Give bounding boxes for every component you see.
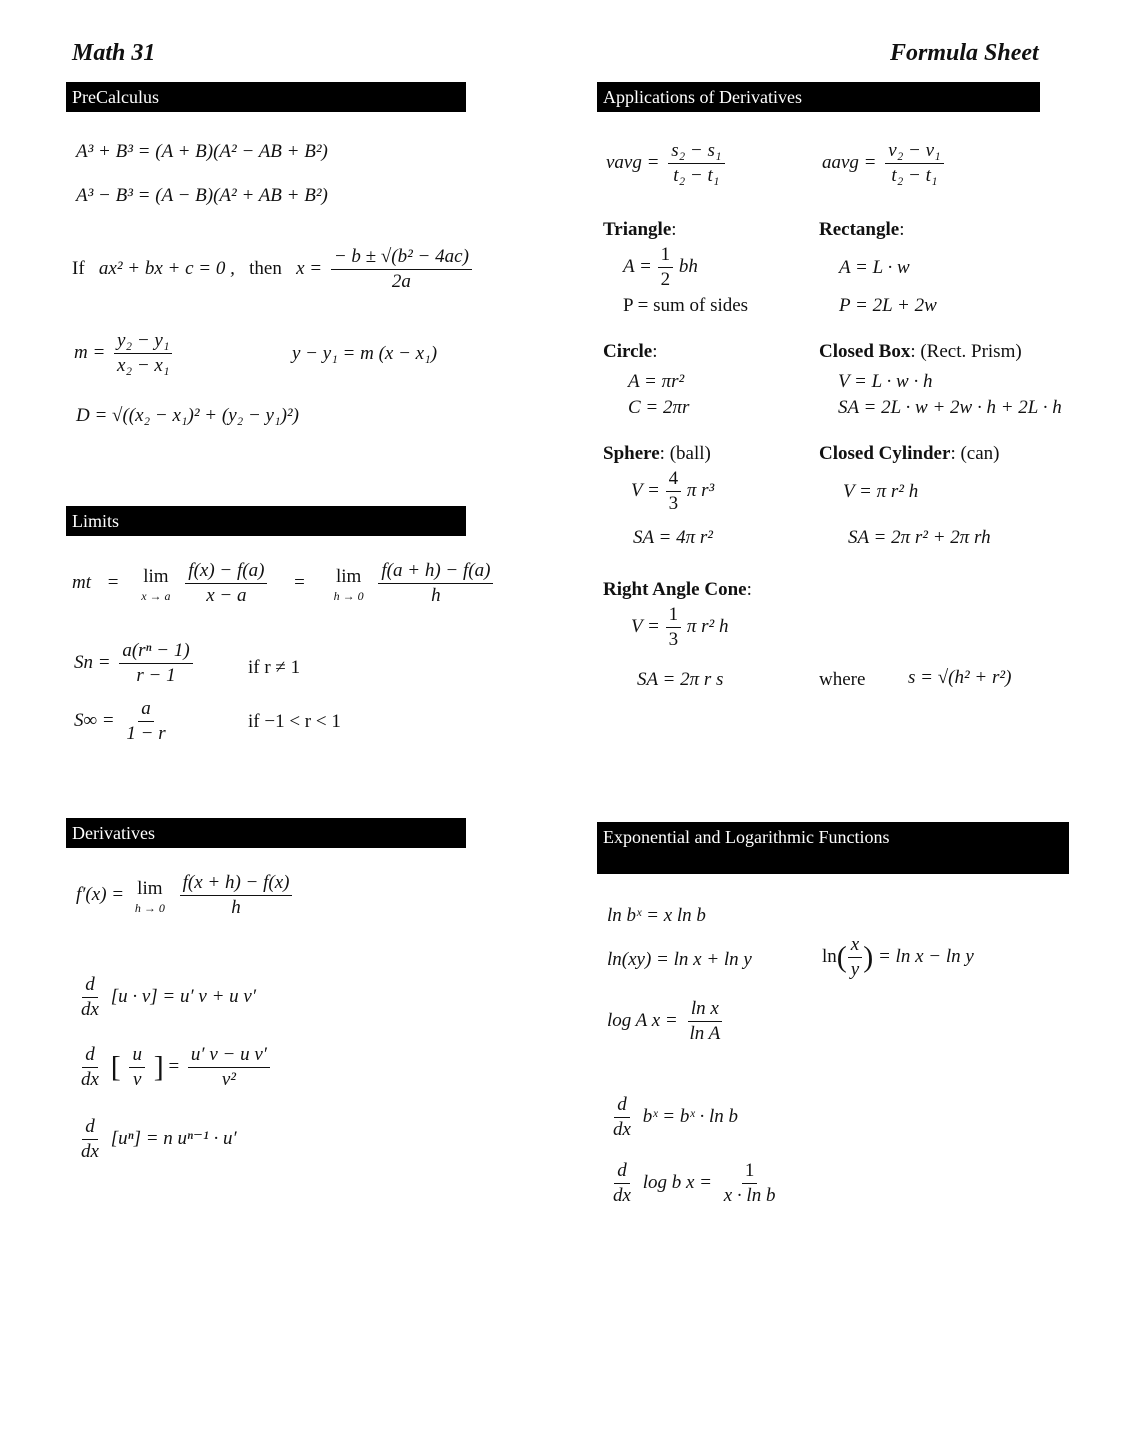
header-left-title: Math 31 bbox=[72, 40, 156, 66]
derivative-exponential bbox=[606, 1094, 738, 1141]
quad-fraction bbox=[331, 246, 472, 293]
log-quot-x: x bbox=[848, 934, 862, 958]
sn-condition: if r ≠ 1 bbox=[248, 657, 301, 678]
cone-label: Right Angle Cone bbox=[603, 579, 747, 600]
quotient-u: u bbox=[129, 1044, 145, 1068]
sphere-label: Sphere bbox=[603, 443, 660, 464]
power-d: d bbox=[82, 1116, 98, 1140]
log-quotient-rule: ln( $\frac{x}{y}$ ) = ln x − ln y bbox=[822, 934, 974, 980]
formula-sum-of-cubes: A³ + B³ = (A + B)(A² − AB + B²) bbox=[76, 141, 328, 162]
box-surface-area: SA = 2L · w + 2w · h + 2L · h bbox=[838, 397, 1062, 418]
change-lhs: log A x = bbox=[607, 1009, 678, 1031]
deriv-def-fraction bbox=[180, 872, 293, 919]
deriv-limit bbox=[135, 877, 165, 915]
sph-vol-rhs: π r³ bbox=[686, 479, 715, 501]
cylinder-note: : (can) bbox=[950, 443, 1000, 464]
sph-frac-den: 3 bbox=[668, 493, 679, 514]
section-precalculus: PreCalculus bbox=[66, 82, 466, 112]
exp-deriv-rhs: bˣ = bˣ · ln b bbox=[642, 1105, 739, 1127]
quotient-num: u′ v − u v′ bbox=[188, 1044, 270, 1068]
log-deriv-den: x · ln b bbox=[723, 1185, 776, 1206]
closed-box-label: Closed Box bbox=[819, 341, 911, 362]
sph-vol-lhs: V = bbox=[631, 479, 660, 501]
log-change-of-base bbox=[607, 998, 727, 1045]
lim-sub-1: x → a bbox=[141, 588, 171, 603]
power-rule-rhs: [uⁿ] = n uⁿ⁻¹ · u′ bbox=[110, 1127, 237, 1149]
sinf-numerator: a bbox=[138, 698, 154, 722]
log-deriv-num: 1 bbox=[742, 1160, 758, 1184]
cone-where: where bbox=[819, 669, 866, 690]
log-quot-rhs: = ln x − ln y bbox=[877, 945, 974, 967]
quad-x-lhs: x = bbox=[296, 257, 323, 279]
sph-frac-num: 4 bbox=[666, 468, 682, 492]
formula-product-rule bbox=[74, 974, 256, 1021]
cone-frac bbox=[666, 604, 682, 651]
formula-point-slope: y − y₁ = m (x − x₁) bbox=[292, 343, 438, 364]
triangle-perimeter: P = sum of sides bbox=[623, 295, 749, 316]
derivative-logarithm bbox=[606, 1160, 782, 1207]
formula-derivative-definition bbox=[76, 872, 296, 919]
triangle-area bbox=[623, 244, 698, 291]
formula-infinite-sum bbox=[74, 698, 173, 745]
section-derivatives: Derivatives bbox=[66, 818, 466, 848]
formula-geometric-sum bbox=[74, 640, 197, 687]
closed-box-heading bbox=[819, 340, 1022, 364]
cone-volume bbox=[631, 604, 728, 651]
quad-numerator: − b ± √(b² − 4ac) bbox=[331, 246, 472, 270]
log-d: d bbox=[614, 1160, 630, 1184]
header-right-title: Formula Sheet bbox=[890, 40, 1039, 66]
cone-slant-height: s = √(h² + r²) bbox=[908, 667, 1012, 688]
sn-denominator: r − 1 bbox=[136, 665, 176, 686]
formula-average-acceleration bbox=[822, 140, 948, 187]
triangle-label: Triangle bbox=[603, 219, 672, 240]
log-ddx bbox=[610, 1160, 634, 1207]
limit-fraction-2 bbox=[378, 560, 493, 607]
tri-half bbox=[658, 244, 674, 291]
section-limits: Limits bbox=[66, 506, 466, 536]
cylinder-surface-area: SA = 2π r² + 2π rh bbox=[848, 527, 991, 548]
sinf-condition: if −1 < r < 1 bbox=[248, 711, 341, 732]
cone-surface-area: SA = 2π r s bbox=[637, 669, 724, 690]
aavg-fraction bbox=[885, 140, 943, 187]
equals-1: = bbox=[107, 571, 119, 593]
quotient-dx: dx bbox=[81, 1069, 99, 1090]
limit-fraction-2-den: h bbox=[431, 585, 441, 606]
cone-frac-den: 3 bbox=[668, 629, 679, 650]
sinf-fraction bbox=[123, 698, 168, 745]
quad-equation: ax² + bx + c = 0 , bbox=[98, 257, 235, 279]
product-ddx bbox=[78, 974, 102, 1021]
circle-area: A = πr² bbox=[628, 371, 685, 392]
slope-numerator: y₂ − y₁ bbox=[114, 330, 172, 354]
quotient-ddx bbox=[78, 1044, 102, 1091]
exp-d: d bbox=[614, 1094, 630, 1118]
aavg-num: v₂ − v₁ bbox=[885, 140, 943, 164]
limit-fraction-1 bbox=[185, 560, 267, 607]
sphere-heading bbox=[603, 442, 711, 466]
circle-heading: Circle: bbox=[603, 341, 658, 362]
limit-fraction-1-num: f(x) − f(a) bbox=[185, 560, 267, 584]
deriv-def-lhs: f′(x) = bbox=[76, 883, 125, 905]
section-applications: Applications of Derivatives bbox=[597, 82, 1040, 112]
cone-frac-num: 1 bbox=[666, 604, 682, 628]
change-num: ln x bbox=[688, 998, 722, 1022]
formula-power-rule bbox=[74, 1116, 237, 1163]
quad-if-text: If bbox=[72, 257, 85, 279]
sn-numerator: a(rⁿ − 1) bbox=[119, 640, 192, 664]
vavg-den: t₂ − t₁ bbox=[673, 165, 720, 186]
sinf-denominator: 1 − r bbox=[126, 723, 166, 744]
cone-heading: Right Angle Cone: bbox=[603, 579, 752, 600]
product-dx: dx bbox=[81, 999, 99, 1020]
triangle-heading: Triangle: bbox=[603, 219, 677, 240]
sphere-note: : (ball) bbox=[659, 443, 711, 464]
exp-dx: dx bbox=[613, 1119, 631, 1140]
rectangle-heading: Rectangle: bbox=[819, 219, 905, 240]
vavg-lhs: vavg = bbox=[606, 151, 660, 173]
log-quot-y: y bbox=[850, 959, 860, 980]
tri-area-lhs: A = bbox=[623, 255, 652, 277]
quotient-den: v² bbox=[221, 1069, 236, 1090]
rectangle-area: A = L · w bbox=[839, 257, 910, 278]
product-rule-rhs: [u · v] = u′ v + u v′ bbox=[110, 985, 256, 1007]
log-quot-fraction bbox=[848, 934, 862, 981]
limit-h-to-0 bbox=[334, 565, 364, 603]
lim-text-2: lim bbox=[335, 565, 362, 587]
log-deriv-lhs: log b x = bbox=[642, 1171, 712, 1193]
tri-area-rhs: bh bbox=[678, 255, 698, 277]
log-power-rule: ln bˣ = x ln b bbox=[607, 905, 706, 926]
sphere-volume bbox=[631, 468, 714, 515]
quad-then-text: then bbox=[249, 257, 282, 279]
tri-half-num: 1 bbox=[658, 244, 674, 268]
formula-quadratic bbox=[72, 246, 476, 293]
quotient-d: d bbox=[82, 1044, 98, 1068]
formula-distance: D = √((x₂ − x₁)² + (y₂ − y₁)²) bbox=[76, 405, 299, 426]
aavg-lhs: aavg = bbox=[822, 151, 877, 173]
limit-fraction-1-den: x − a bbox=[206, 585, 247, 606]
sn-fraction bbox=[119, 640, 192, 687]
log-deriv-fraction bbox=[721, 1160, 779, 1207]
circle-circumference: C = 2πr bbox=[628, 397, 690, 418]
cone-vol-rhs: π r² h bbox=[686, 615, 729, 637]
deriv-def-num: f(x + h) − f(x) bbox=[180, 872, 293, 896]
log-product-rule: ln(xy) = ln x + ln y bbox=[607, 949, 752, 970]
aavg-den: t₂ − t₁ bbox=[891, 165, 938, 186]
section-explog: Exponential and Logarithmic Functions bbox=[597, 822, 1069, 874]
formula-tangent-slope bbox=[72, 560, 497, 607]
formula-average-velocity bbox=[606, 140, 729, 187]
vavg-fraction bbox=[668, 140, 724, 187]
tri-half-den: 2 bbox=[660, 269, 671, 290]
rectangle-perimeter: P = 2L + 2w bbox=[839, 295, 937, 316]
quotient-result bbox=[188, 1044, 270, 1091]
lim-text-1: lim bbox=[143, 565, 169, 587]
formula-slope bbox=[74, 330, 176, 377]
deriv-lim-text: lim bbox=[137, 877, 163, 899]
mt-symbol: mt bbox=[72, 571, 91, 593]
change-den: ln A bbox=[689, 1023, 721, 1044]
circle-label: Circle bbox=[603, 341, 653, 362]
closed-box-note: : (Rect. Prism) bbox=[910, 341, 1022, 362]
cylinder-label: Closed Cylinder bbox=[819, 443, 951, 464]
slope-denominator: x₂ − x₁ bbox=[117, 355, 170, 376]
sn-lhs: Sn = bbox=[74, 651, 111, 673]
log-dx: dx bbox=[613, 1185, 631, 1206]
quad-denominator: 2a bbox=[391, 271, 411, 292]
sinf-lhs: S∞ = bbox=[74, 709, 115, 731]
limit-x-to-a bbox=[141, 565, 170, 603]
product-d: d bbox=[82, 974, 98, 998]
rectangle-label: Rectangle bbox=[819, 219, 900, 240]
formula-difference-of-cubes: A³ − B³ = (A − B)(A² + AB + B²) bbox=[76, 185, 328, 206]
deriv-lim-sub: h → 0 bbox=[134, 900, 165, 915]
slope-lhs: m = bbox=[74, 341, 106, 363]
change-fraction bbox=[686, 998, 723, 1045]
cylinder-heading bbox=[819, 442, 1000, 466]
lim-sub-2: h → 0 bbox=[333, 588, 364, 603]
cylinder-volume: V = π r² h bbox=[843, 481, 919, 502]
exp-ddx bbox=[610, 1094, 634, 1141]
slope-fraction bbox=[114, 330, 172, 377]
power-dx: dx bbox=[81, 1141, 99, 1162]
sphere-surface-area: SA = 4π r² bbox=[633, 527, 713, 548]
limit-fraction-2-num: f(a + h) − f(a) bbox=[378, 560, 493, 584]
formula-quotient-rule: $\frac{d}{dx}$ [ $\frac{u}{v}$ ] = $\frac{\text{u′ v − u v′}}{\text{v²}}$ bbox=[74, 1044, 274, 1091]
deriv-def-den: h bbox=[231, 897, 241, 918]
quotient-u-over-v bbox=[129, 1044, 145, 1091]
vavg-num: s₂ − s₁ bbox=[668, 140, 724, 164]
box-volume: V = L · w · h bbox=[838, 371, 933, 392]
equals-2: = bbox=[294, 571, 305, 593]
sph-frac bbox=[666, 468, 682, 515]
log-quot-ln: ln bbox=[822, 945, 837, 967]
power-ddx bbox=[78, 1116, 102, 1163]
cone-vol-lhs: V = bbox=[631, 615, 660, 637]
quotient-v: v bbox=[132, 1069, 142, 1090]
